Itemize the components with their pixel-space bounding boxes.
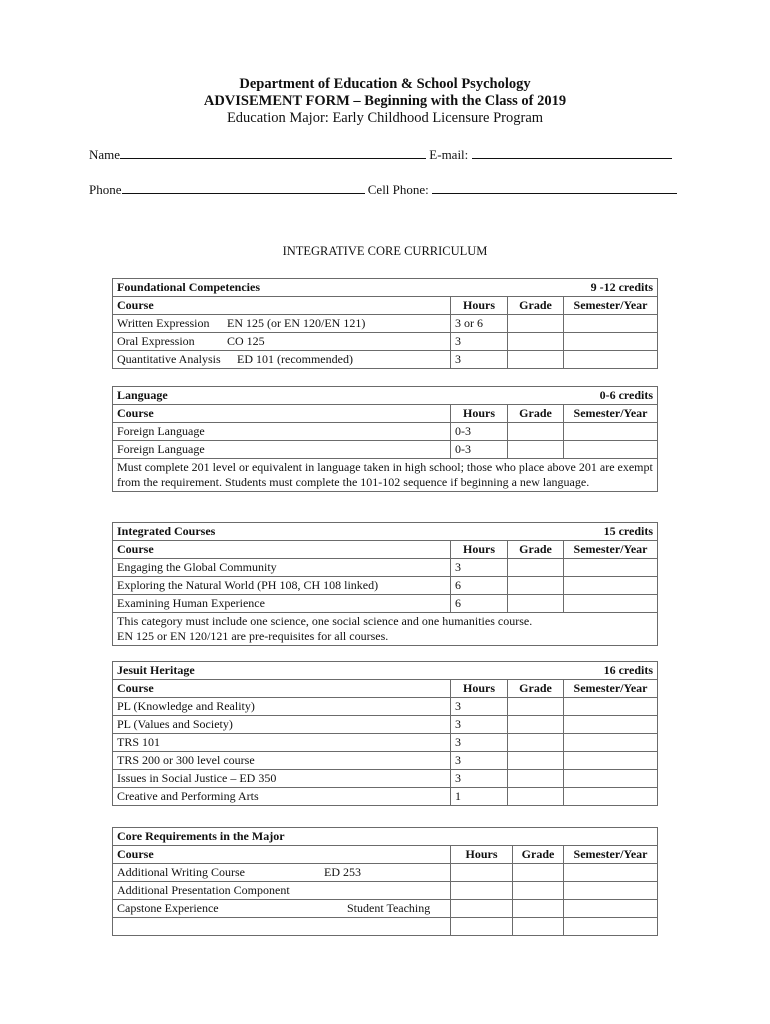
course-name: Foreign Language: [113, 441, 451, 459]
col-hours: Hours: [451, 297, 508, 315]
table-row: [113, 333, 658, 351]
course-name: Capstone Experience: [117, 901, 219, 915]
semester-cell[interactable]: [564, 882, 658, 900]
grade-cell[interactable]: [513, 900, 564, 918]
col-course: Course: [113, 405, 451, 423]
table-row: [113, 734, 658, 752]
semester-cell[interactable]: [564, 752, 658, 770]
col-semester: Semester/Year: [564, 541, 658, 559]
grade-cell[interactable]: [508, 577, 564, 595]
course-name: Engaging the Global Community: [113, 559, 451, 577]
course-name: TRS 200 or 300 level course: [113, 752, 451, 770]
section-title: Language: [113, 387, 564, 405]
hours-cell: 3: [451, 333, 508, 351]
grade-cell[interactable]: [508, 788, 564, 806]
table-row: [113, 788, 658, 806]
section-credits: 15 credits: [564, 523, 658, 541]
table-row: [113, 918, 658, 936]
course-name: Foreign Language: [113, 423, 451, 441]
semester-cell[interactable]: [564, 864, 658, 882]
course-detail: CO 125: [227, 334, 265, 348]
section-title: Foundational Competencies: [113, 279, 564, 297]
name-email-line: [89, 147, 672, 163]
grade-cell[interactable]: [508, 315, 564, 333]
cell-phone-label: Cell Phone:: [367, 182, 429, 197]
table-row: [113, 864, 658, 882]
semester-cell[interactable]: [564, 698, 658, 716]
section-title: Integrated Courses: [113, 523, 564, 541]
col-course: Course: [113, 846, 451, 864]
integrated-note: [113, 613, 658, 646]
hours-cell: 6: [451, 577, 508, 595]
email-label: E-mail:: [429, 147, 469, 162]
table-row: [113, 559, 658, 577]
hours-cell: 0-3: [451, 423, 508, 441]
grade-cell[interactable]: [513, 918, 564, 936]
hours-cell: 3: [451, 351, 508, 369]
col-grade: Grade: [508, 405, 564, 423]
course-name: PL (Knowledge and Reality): [113, 698, 451, 716]
col-course: Course: [113, 680, 451, 698]
col-semester: Semester/Year: [564, 297, 658, 315]
department-title: Department of Education & School Psychology: [239, 76, 531, 92]
semester-cell[interactable]: [564, 716, 658, 734]
hours-cell: 3: [451, 716, 508, 734]
table-row: [113, 423, 658, 441]
hours-cell[interactable]: [451, 900, 513, 918]
col-grade: Grade: [508, 297, 564, 315]
grade-cell[interactable]: [508, 752, 564, 770]
semester-cell[interactable]: [564, 333, 658, 351]
table-row: [113, 882, 658, 900]
phone-line: [89, 182, 677, 198]
col-semester: Semester/Year: [564, 405, 658, 423]
grade-cell[interactable]: [508, 595, 564, 613]
table-row: [113, 698, 658, 716]
col-course: Course: [113, 297, 451, 315]
table-row: [113, 752, 658, 770]
course-name: Written Expression: [117, 316, 210, 330]
col-grade: Grade: [513, 846, 564, 864]
grade-cell[interactable]: [513, 864, 564, 882]
col-grade: Grade: [508, 541, 564, 559]
table-row: [113, 595, 658, 613]
program-title: Education Major: Early Childhood Licensure Program: [226, 110, 544, 126]
grade-cell[interactable]: [508, 734, 564, 752]
hours-cell: 3: [451, 770, 508, 788]
curriculum-title: INTEGRATIVE CORE CURRICULUM: [282, 244, 488, 258]
table-row: [113, 351, 658, 369]
course-name: Quantitative Analysis: [117, 352, 221, 366]
semester-cell[interactable]: [564, 577, 658, 595]
form-title: ADVISEMENT FORM – Beginning with the Class of 2019: [203, 93, 567, 109]
table-row: [113, 315, 658, 333]
hours-cell: 6: [451, 595, 508, 613]
email-field[interactable]: [472, 147, 672, 159]
course-detail: Student Teaching: [347, 901, 431, 915]
hours-cell: 1: [451, 788, 508, 806]
integrated-note-line: This category must include one science, one social science and one humanities course.: [117, 614, 533, 628]
course-name: Additional Presentation Component: [117, 883, 290, 897]
section-title: Core Requirements in the Major: [113, 828, 658, 846]
table-row: [113, 716, 658, 734]
course-name: Issues in Social Justice – ED 350: [113, 770, 451, 788]
col-hours: Hours: [451, 541, 508, 559]
semester-cell[interactable]: [564, 559, 658, 577]
semester-cell[interactable]: [564, 900, 658, 918]
language-table: [112, 386, 658, 492]
course-name[interactable]: [113, 918, 451, 936]
hours-cell: 3 or 6: [451, 315, 508, 333]
semester-cell[interactable]: [564, 734, 658, 752]
hours-cell: 3: [451, 752, 508, 770]
table-row: [113, 770, 658, 788]
semester-cell[interactable]: [564, 351, 658, 369]
form-header: [0, 76, 770, 127]
integrated-note-line: EN 125 or EN 120/121 are pre-requisites for all courses.: [117, 629, 389, 643]
col-semester: Semester/Year: [564, 680, 658, 698]
table-row: [113, 900, 658, 918]
course-name: PL (Values and Society): [113, 716, 451, 734]
semester-cell[interactable]: [564, 595, 658, 613]
phone-field[interactable]: [122, 182, 365, 194]
hours-cell[interactable]: [451, 882, 513, 900]
col-hours: Hours: [451, 405, 508, 423]
grade-cell[interactable]: [508, 351, 564, 369]
hours-cell: 3: [451, 734, 508, 752]
grade-cell[interactable]: [508, 333, 564, 351]
section-credits: 9 -12 credits: [564, 279, 658, 297]
semester-cell[interactable]: [564, 918, 658, 936]
course-name: Examining Human Experience: [113, 595, 451, 613]
hours-cell: 3: [451, 698, 508, 716]
semester-cell[interactable]: [564, 423, 658, 441]
grade-cell[interactable]: [513, 882, 564, 900]
course-name: Additional Writing Course: [117, 865, 245, 879]
section-credits: 16 credits: [564, 662, 658, 680]
semester-cell[interactable]: [564, 441, 658, 459]
course-detail: ED 101 (recommended): [237, 352, 353, 366]
jesuit-table: [112, 661, 658, 806]
grade-cell[interactable]: [508, 441, 564, 459]
hours-cell: 3: [451, 559, 508, 577]
name-label: Name: [89, 147, 121, 162]
col-course: Course: [113, 541, 451, 559]
course-name: Exploring the Natural World (PH 108, CH 108 linked): [113, 577, 451, 595]
semester-cell[interactable]: [564, 770, 658, 788]
course-detail: EN 125 (or EN 120/EN 121): [227, 316, 366, 330]
grade-cell[interactable]: [508, 559, 564, 577]
grade-cell[interactable]: [508, 423, 564, 441]
integrated-table: [112, 522, 658, 646]
hours-cell[interactable]: [451, 864, 513, 882]
phone-label: Phone: [89, 182, 122, 197]
language-note: Must complete 201 level or equivalent in language taken in high school; those who place above 201 are exempt from the requirement. Students must complete the 101-102 sequence if beginning a new language.: [113, 459, 658, 492]
hours-cell[interactable]: [451, 918, 513, 936]
course-name: Creative and Performing Arts: [113, 788, 451, 806]
section-title: Jesuit Heritage: [113, 662, 564, 680]
section-credits: 0-6 credits: [564, 387, 658, 405]
name-field[interactable]: [120, 147, 426, 159]
col-grade: Grade: [508, 680, 564, 698]
course-detail: ED 253: [324, 865, 361, 879]
col-hours: Hours: [451, 846, 513, 864]
grade-cell[interactable]: [508, 716, 564, 734]
col-semester: Semester/Year: [564, 846, 658, 864]
semester-cell[interactable]: [564, 315, 658, 333]
cell-phone-field[interactable]: [432, 182, 677, 194]
foundational-table: [112, 278, 658, 369]
course-name: TRS 101: [113, 734, 451, 752]
grade-cell[interactable]: [508, 770, 564, 788]
table-row: [113, 441, 658, 459]
core-major-table: [112, 827, 658, 936]
hours-cell: 0-3: [451, 441, 508, 459]
col-hours: Hours: [451, 680, 508, 698]
semester-cell[interactable]: [564, 788, 658, 806]
grade-cell[interactable]: [508, 698, 564, 716]
table-row: [113, 577, 658, 595]
course-name: Oral Expression: [117, 334, 195, 348]
